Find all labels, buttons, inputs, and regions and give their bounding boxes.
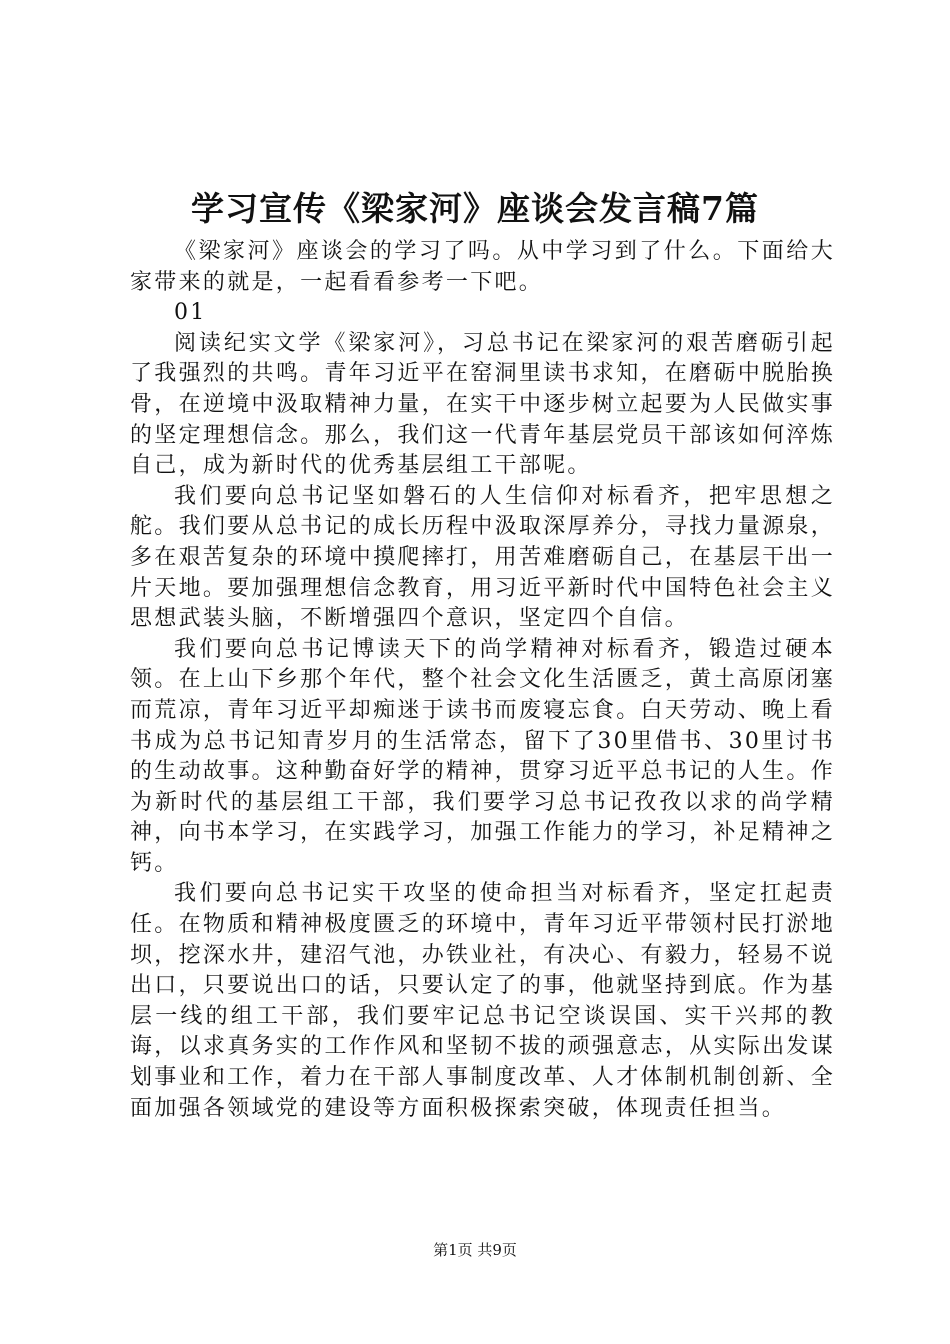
document-title: 学习宣传《梁家河》座谈会发言稿7篇: [191, 189, 759, 228]
intro-paragraph: 《梁家河》座谈会的学习了吗。从中学习到了什么。下面给大家带来的就是，一起看看参考一下吧。: [130, 239, 835, 295]
body-paragraph: 我们要向总书记坚如磐石的人生信仰对标看齐，把牢思想之舵。我们要从总书记的成长历程中汲取深厚养分，寻找力量源泉，多在艰苦复杂的环境中摸爬摔打，用苦难磨砺自己，在基层干出一片天地。要加强理想信念教育，用习近平新时代中国特色社会主义思想武装头脑，不断增强四个意识，坚定四个自信。: [130, 483, 835, 632]
body-paragraph: 阅读纪实文学《梁家河》，习总书记在梁家河的艰苦磨砺引起了我强烈的共鸣。青年习近平在窑洞里读书求知，在磨砺中脱胎换骨，在逆境中汲取精神力量，在实干中逐步树立起要为人民做实事的坚定理想信念。那么，我们这一代青年基层党员干部该如何淬炼自己，成为新时代的优秀基层组工干部呢。: [130, 330, 835, 479]
body-paragraph: 我们要向总书记实干攻坚的使命担当对标看齐，坚定扛起责任。在物质和精神极度匮乏的环境中，青年习近平带领村民打淤地坝，挖深水井，建沼气池，办铁业社，有决心、有毅力，轻易不说出口，只要说出口的话，只要认定了的事，他就坚持到底。作为基层一线的组工干部，我们要牢记总书记空谈误国、实干兴邦的教诲，以求真务实的工作作风和坚韧不拔的顽强意志，从实际出发谋划事业和工作，着力在干部人事制度改革、人才体制机制创新、全面加强各领域党的建设等方面积极探索突破，体现责任担当。: [130, 881, 835, 1121]
body-paragraph: 我们要向总书记博读天下的尚学精神对标看齐，锻造过硬本领。在上山下乡那个年代，整个社会文化生活匮乏，黄土高原闭塞而荒凉，青年习近平却痴迷于读书而废寝忘食。白天劳动、晚上看书成为总书记知青岁月的生活常态，留下了30里借书、30里讨书的生动故事。这种勤奋好学的精神，贯穿习近平总书记的人生。作为新时代的基层组工干部，我们要学习总书记孜孜以求的尚学精神，向书本学习，在实践学习，加强工作能力的学习，补足精神之钙。: [130, 636, 835, 876]
page-footer: 第1页 共9页: [433, 1241, 517, 1259]
document-body: [130, 237, 835, 1124]
section-number: 01: [174, 300, 207, 326]
